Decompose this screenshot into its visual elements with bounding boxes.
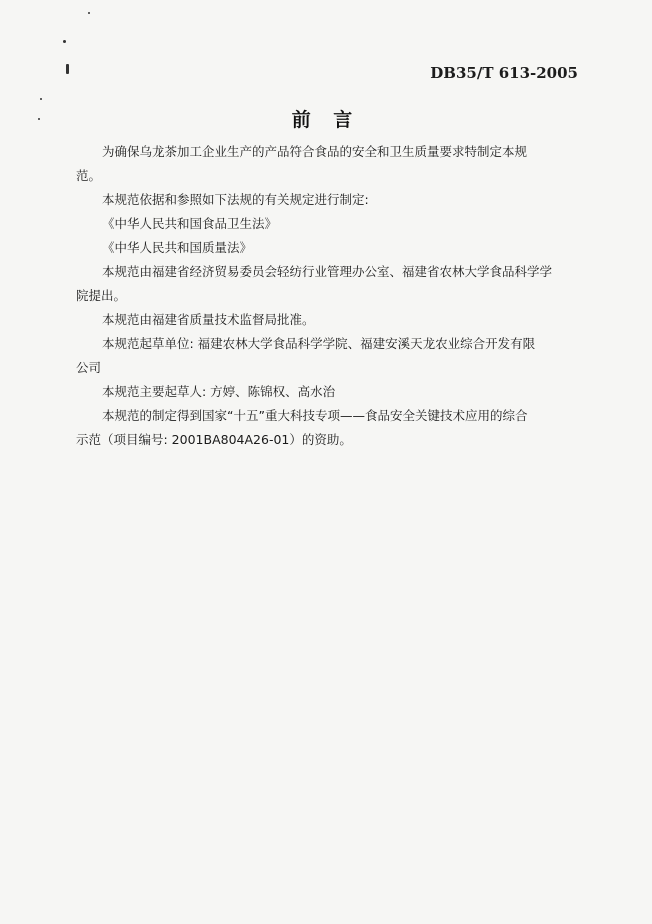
paragraph-line: 本规范主要起草人: 方婷、陈锦权、高水治 [102, 384, 336, 399]
paragraph [102, 380, 590, 404]
scan-speck [40, 98, 42, 100]
scan-speck [88, 12, 90, 14]
paragraph-line: 《中华人民共和国食品卫生法》 [102, 216, 278, 231]
scan-speck [63, 40, 66, 43]
paragraph [76, 140, 590, 188]
paragraph-line: 示范（项目编号: 2001BA804A26-01）的资助。 [76, 432, 352, 447]
foreword-body [76, 140, 590, 452]
paragraph [102, 236, 590, 260]
paragraph-line: 本规范起草单位: 福建农林大学食品科学学院、福建安溪天龙农业综合开发有限 [102, 336, 536, 351]
paragraph-line: 本规范由福建省质量技术监督局批准。 [102, 312, 315, 327]
paragraph [102, 212, 590, 236]
paragraph [76, 404, 590, 452]
paragraph [76, 332, 590, 380]
paragraph [76, 260, 590, 308]
paragraph-line: 本规范由福建省经济贸易委员会轻纺行业管理办公室、福建省农林大学食品科学学 [102, 264, 553, 279]
paragraph [102, 308, 590, 332]
paragraph-line: 院提出。 [76, 288, 127, 303]
paragraph-line: 为确保乌龙茶加工企业生产的产品符合食品的安全和卫生质量要求特制定本规 [102, 144, 528, 159]
paragraph-line: 本规范的制定得到国家“十五”重大科技专项——食品安全关键技术应用的综合 [102, 408, 528, 423]
paragraph-line: 范。 [76, 168, 102, 183]
paragraph-line: 本规范依据和参照如下法规的有关规定进行制定: [102, 192, 369, 207]
scan-speck [66, 64, 69, 74]
paragraph-line: 公司 [76, 360, 102, 375]
standard-code: DB35/T 613-2005 [430, 64, 578, 82]
paragraph-line: 《中华人民共和国质量法》 [102, 240, 253, 255]
page-title: 前 言 [291, 109, 361, 131]
paragraph [102, 188, 590, 212]
